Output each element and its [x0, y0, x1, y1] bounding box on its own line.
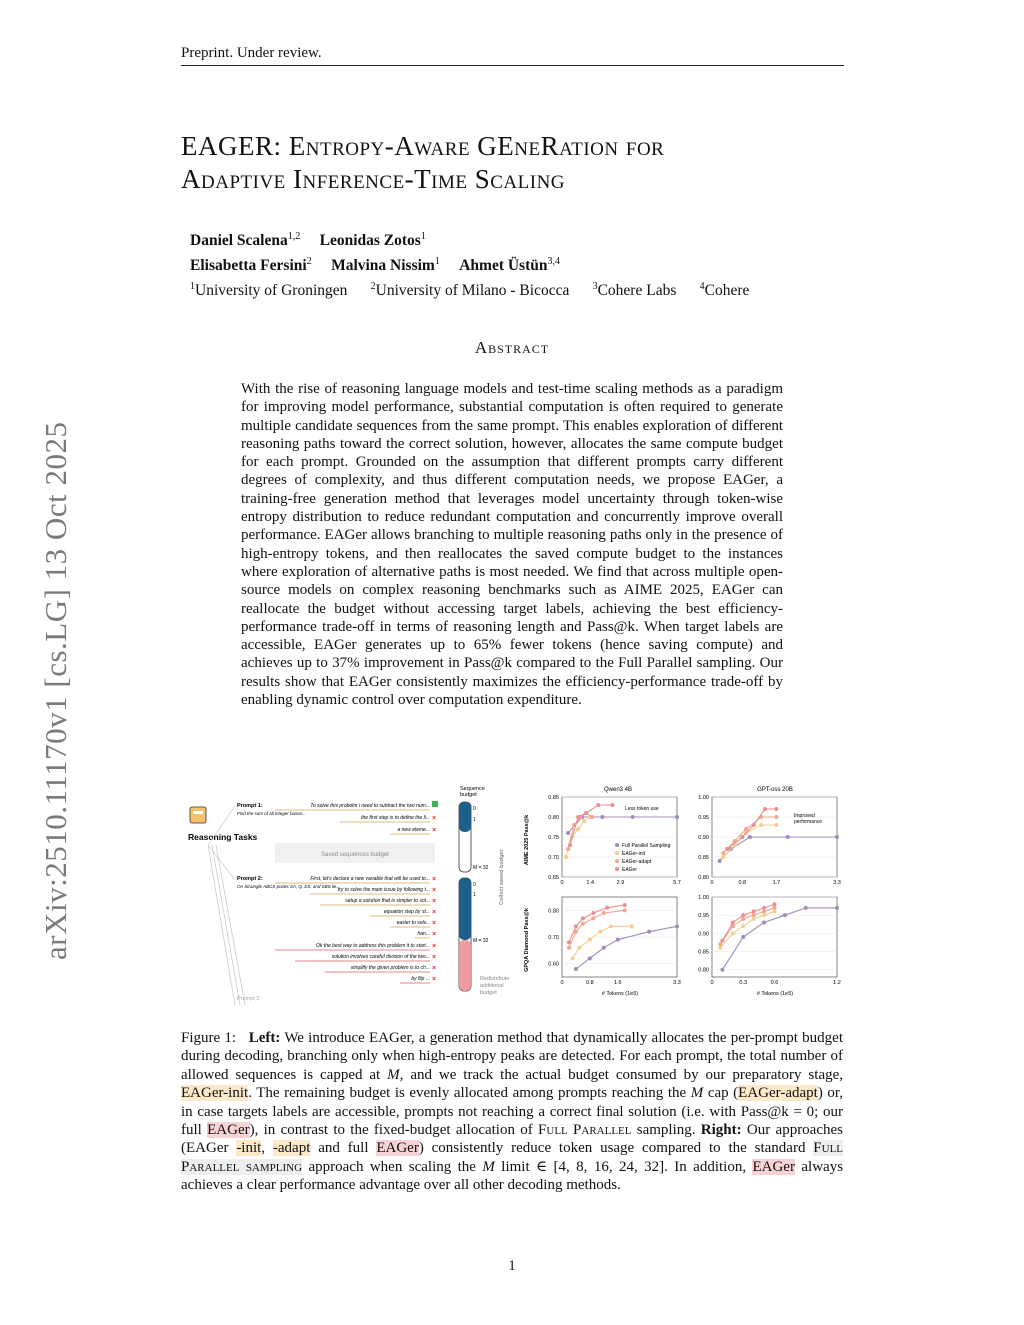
data-point — [752, 910, 756, 914]
data-point — [783, 913, 787, 917]
cross-icon: × — [432, 943, 437, 950]
caption-full-parallel: Full Parallel sampling — [181, 1140, 844, 1175]
author-name: Malvina Nissim — [331, 257, 435, 275]
figure-caption — [181, 1029, 843, 1195]
data-point — [581, 916, 585, 920]
affiliation: Cohere Labs — [597, 282, 677, 300]
affiliation: University of Groningen — [195, 282, 348, 300]
data-point — [741, 913, 745, 917]
y-tick-label: 0.70 — [548, 935, 559, 941]
data-point — [598, 930, 602, 934]
data-point — [623, 908, 627, 912]
sequence-line: try to solve the main issue by following t... — [337, 887, 430, 893]
page-number: 1 — [508, 1258, 516, 1274]
data-point — [675, 924, 679, 928]
caption-var: M — [387, 1066, 400, 1083]
data-point — [752, 913, 756, 917]
data-point — [566, 847, 570, 851]
sequence-line: Ok the best way to address this problem it to start... — [316, 943, 430, 949]
result-marks — [432, 801, 438, 983]
data-point — [725, 847, 729, 851]
cross-icon: × — [432, 887, 437, 894]
caption-text: , — [261, 1140, 266, 1157]
caption-eager: EAGer — [376, 1140, 419, 1157]
x-tick-label: 1.6 — [613, 980, 622, 986]
caption-text: . The remaining budget is evenly allocated among prompts reaching the — [248, 1085, 687, 1102]
caption-text: approach when scaling the — [308, 1158, 476, 1175]
data-point — [763, 807, 767, 811]
data-point — [591, 911, 595, 915]
caption-text: limit ∈ [4, 8, 16, 24, 32]. In addition, — [501, 1158, 747, 1175]
cross-icon: × — [432, 965, 437, 972]
x-tick-label: 0 — [560, 880, 564, 886]
sequence-line: the first step is to define the li... — [361, 815, 430, 821]
budget-tick: 1 — [473, 892, 476, 898]
y-tick-label: 0.85 — [698, 949, 709, 956]
x-tick-label: 1.2 — [833, 980, 841, 986]
sequence-line: simplify the given problem is to ch... — [350, 965, 430, 971]
data-point — [773, 910, 777, 914]
sequence-line: a new eleme... — [397, 827, 430, 833]
data-point — [576, 827, 580, 831]
collect-budget-label: Collect saved budget — [499, 849, 505, 905]
data-point — [588, 956, 592, 960]
data-point — [570, 956, 574, 960]
data-point — [602, 911, 606, 915]
data-point — [574, 967, 578, 971]
caption-eager-init: EAGer-init — [181, 1085, 249, 1102]
data-point — [596, 803, 600, 807]
budget-bar-2-extra — [459, 940, 471, 991]
legend-marker — [615, 851, 619, 855]
caption-label: Figure 1: — [181, 1030, 237, 1046]
data-point — [564, 855, 568, 859]
legend-marker — [615, 843, 619, 847]
ylabel-aime: AIME 2025 Pass@k — [524, 814, 530, 866]
cross-icon: × — [432, 898, 437, 905]
prompt2-sequences — [310, 876, 430, 982]
data-point — [741, 917, 745, 921]
prompt1-text: Find the sum of all integer bases... — [237, 811, 306, 816]
data-point — [718, 859, 722, 863]
title-line-2: Adaptive Inference-Time Scaling — [181, 164, 566, 194]
sequence-line: setup a solution that is simpler to sol... — [345, 898, 430, 904]
sequence-line: equation step by st... — [383, 909, 430, 915]
abstract-heading: Abstract — [474, 338, 550, 357]
data-point — [720, 968, 724, 972]
data-point — [748, 835, 752, 839]
data-point — [744, 827, 748, 831]
author-sup: 2 — [306, 256, 312, 268]
legend-label: EAGer-adapt — [622, 859, 652, 865]
data-point — [835, 835, 839, 839]
cross-icon: × — [432, 827, 437, 834]
data-point — [623, 903, 627, 907]
author-sup: 1,2 — [287, 231, 301, 242]
cross-icon: × — [432, 931, 437, 938]
x-tick-label: 5.7 — [673, 880, 681, 886]
prompt1-label: Prompt 1: — [237, 803, 263, 809]
prompt2-label: Prompt 2: — [237, 876, 263, 882]
cross-icon: × — [432, 954, 437, 961]
data-point — [731, 920, 735, 924]
less-token-annotation: Less token use — [625, 806, 659, 812]
caption-full-parallel: Full Parallel — [538, 1122, 632, 1139]
paper-title — [181, 130, 861, 196]
data-point — [721, 855, 725, 859]
sequence-line: To solve this probelm i need to subtract the two num... — [310, 803, 430, 809]
caption-var: M — [482, 1158, 495, 1175]
budget-tick: 0 — [473, 806, 476, 812]
reasoning-tasks-label: Reasoning Tasks — [188, 832, 258, 842]
sequence-line: solution involves careful division of the two... — [331, 954, 430, 960]
cross-icon: × — [432, 815, 437, 822]
reasoning-tasks-icon — [190, 807, 206, 823]
y-tick-label: 1.00 — [698, 895, 709, 901]
data-point — [590, 815, 594, 819]
data-point — [774, 807, 778, 811]
y-tick-label: 0.90 — [698, 931, 709, 938]
page-header: Preprint. Under review. — [181, 45, 844, 66]
prompt2-text: On Straingle ABCS points SA, Q, ES, and SBS lie... — [237, 884, 341, 889]
x-tick-label: 0.3 — [739, 980, 748, 986]
prompt1-sequences — [310, 803, 430, 833]
caption-text: ) or, in case targets labels are accessible, prompts not reaching a correct final solution (i.e. with Pass@k = 0; our full — [181, 1085, 844, 1139]
data-point — [759, 823, 763, 827]
x-tick-label: 3.3 — [673, 980, 681, 986]
data-point — [804, 906, 808, 910]
x-tick-label: 0.6 — [770, 980, 779, 986]
caption-text: sampling. — [636, 1122, 696, 1139]
data-point — [762, 910, 766, 914]
sequence-budget-label: Sequence budget — [460, 786, 485, 798]
data-point — [605, 906, 609, 910]
y-tick-label: 0.95 — [698, 815, 709, 821]
x-tick-label: 2.9 — [616, 880, 625, 886]
affiliation: University of Milano - Bicocca — [375, 282, 570, 300]
caption-text: We introduce EAGer, a generation method that dynamically allocates the per-prompt budget during decoding, branching only when high-entropy peaks are detected. For each prompt, the total number of allowed sequences is capped at — [181, 1030, 844, 1083]
m32-label-1: M = 32 — [473, 865, 489, 871]
budget-bar-2-used — [459, 878, 471, 940]
y-tick-label: 0.75 — [548, 835, 559, 841]
caption-text: Our approaches (EAGer — [181, 1122, 843, 1157]
caption-init: -init — [236, 1140, 262, 1157]
author-sup: 1 — [434, 256, 440, 268]
y-tick-label: 0.80 — [698, 967, 709, 974]
arxiv-stamp-text: arXiv:2510.11170v1 [cs.LG] 13 Oct 2025 — [38, 421, 73, 960]
caption-adapt: -adapt — [272, 1140, 311, 1157]
author-block — [190, 226, 749, 301]
legend-label: EAGer-init — [622, 851, 646, 857]
y-tick-label: 0.80 — [548, 908, 559, 915]
author-sup: 1 — [420, 231, 426, 242]
caption-eager: EAGer — [207, 1122, 250, 1139]
sequence-line: by flip ... — [411, 976, 430, 982]
data-point — [600, 815, 604, 819]
caption-var: M — [690, 1085, 704, 1102]
prompt3-label: Prompt 3: — [237, 996, 261, 1002]
caption-left: Left: — [248, 1030, 281, 1046]
data-point — [574, 924, 578, 928]
caption-text: always achieves a clear performance advantage over all other decoding methods. — [181, 1158, 844, 1194]
data-point — [720, 939, 724, 943]
data-point — [630, 924, 634, 928]
y-tick-label: 0.85 — [698, 855, 709, 861]
data-point — [741, 935, 745, 939]
x-tick-label: 3.3 — [833, 880, 841, 886]
title-line-1: EAGER: Entropy-Aware GEneRation for — [181, 131, 665, 161]
budget-bar-1-used — [459, 802, 471, 832]
redistribute-label: Redistribute additional budget — [480, 976, 510, 996]
data-point — [577, 946, 581, 950]
data-point — [718, 946, 722, 950]
data-point — [835, 906, 839, 910]
cross-icon: × — [432, 920, 437, 927]
legend-label: EAGer — [622, 867, 638, 873]
data-point — [576, 815, 580, 819]
data-point — [588, 938, 592, 942]
data-point — [581, 922, 585, 926]
author-name: Ahmet Üstün — [459, 257, 548, 275]
data-point — [616, 938, 620, 942]
legend-marker — [615, 859, 619, 863]
caption-eager-adapt: EAGer-adapt — [738, 1085, 818, 1102]
data-point — [647, 930, 651, 934]
check-icon — [432, 801, 438, 807]
author-name: Elisabetta Fersini — [190, 257, 307, 275]
y-tick-label: 0.80 — [698, 875, 709, 881]
data-point — [568, 843, 572, 847]
y-tick-label: 0.95 — [698, 913, 709, 920]
abstract-body: With the rise of reasoning language models and test-time scaling methods as a paradigm for improving model performance, substantial computation is often required to generate multiple candidate sequences from the same prompt. This enables exploration of different reasoning paths toward the correct solution, however, allocates the same compute budget for each prompt. Grounded on the assumption that different prompts carry different degrees of complexity, and thus different computation needs, we propose EAGer, a training-free generation method that leverages model uncertainty through token-wise entropy distribution to reduce redundant computation and concurrently improve overall performance. EAGer allows branching to multiple reasoning paths only in the presence of high-entropy tokens, and then reallocates the saved compute budget to the instances where exploration of alternative paths is most needed. We find that across multiple open-source models on complex reasoning benchmarks such as AIME 2025, EAGer can reallocate the budget without accessing target labels, achieving the best efficiency-performance trade-off in terms of reasoning length and Pass@k. When target labels are accessible, EAGer generates up to 65% fewer tokens (hence saving compute) and achieves up to 37% improvement in Pass@k compared to the Full Parallel sampling. Our results show that EAGer consistently maximizes the efficiency-performance trade-off by enabling dynamic control over computation expenditure. — [241, 381, 783, 709]
data-point — [752, 917, 756, 921]
figure-1 — [180, 780, 845, 1010]
data-point — [602, 946, 606, 950]
author-sup: 3,4 — [547, 256, 560, 268]
caption-text: ) consistently reduce token usage compared to the standard — [418, 1140, 806, 1157]
x-tick-label: 0 — [710, 880, 714, 886]
author-name: Daniel Scalena — [190, 232, 288, 250]
y-tick-label: 0.70 — [548, 855, 559, 861]
x-tick-label: 0 — [560, 980, 564, 986]
data-point — [762, 906, 766, 910]
data-point — [582, 819, 586, 823]
m32-label-2: M = 32 — [473, 938, 489, 944]
budget-tick: 0 — [473, 882, 476, 888]
sequence-line: easier to solv... — [396, 920, 430, 926]
caption-text: , and we track the actual budget consumed by our preparatory stage, — [399, 1066, 844, 1083]
caption-right: Right: — [700, 1122, 742, 1139]
data-point — [631, 815, 635, 819]
x-tick-label: 0.8 — [738, 880, 747, 886]
gpt-title: GPT-oss 20B — [757, 787, 793, 793]
data-point — [762, 913, 766, 917]
y-tick-label: 0.85 — [548, 795, 559, 801]
cross-icon: × — [432, 909, 437, 916]
data-point — [566, 831, 570, 835]
data-point — [773, 906, 777, 910]
data-point — [675, 815, 679, 819]
data-point — [762, 920, 766, 924]
author-name: Leonidas Zotos — [319, 232, 421, 250]
legend-marker — [615, 867, 619, 871]
affiliations: $^1$University of Groningen $^2$University of Milano - Bicocca $^3$Cohere Labs $^4$Cohere — [190, 281, 750, 300]
legend-label: Full Parallel Sampling — [622, 843, 671, 849]
budget-tick: 1 — [473, 817, 476, 823]
improved-perf-annotation: Improved performance — [794, 813, 823, 825]
saved-budget-label: Saved sequences budget — [321, 852, 389, 858]
data-point — [741, 924, 745, 928]
x-tick-label: 1.7 — [772, 880, 781, 886]
data-point — [609, 924, 613, 928]
y-tick-label: 1.00 — [698, 795, 709, 801]
data-point — [773, 902, 777, 906]
data-point — [721, 851, 725, 855]
sequence-line: han... — [417, 931, 430, 937]
caption-text: cap ( — [707, 1085, 739, 1102]
y-tick-label: 0.65 — [548, 875, 559, 881]
data-point — [774, 815, 778, 819]
xlabel-left: # Tokens (1e5) — [601, 991, 639, 997]
data-point — [786, 835, 790, 839]
data-point — [752, 823, 756, 827]
data-point — [774, 823, 778, 827]
cross-icon: × — [432, 876, 437, 883]
data-point — [740, 835, 744, 839]
data-point — [584, 811, 588, 815]
caption-eager: EAGer — [752, 1158, 795, 1175]
affiliation: Cohere — [704, 282, 750, 300]
x-tick-label: 0 — [710, 980, 714, 986]
cross-icon: × — [432, 976, 437, 983]
xlabel-right: # Tokens (1e5) — [756, 991, 794, 997]
data-point — [567, 946, 571, 950]
data-point — [591, 916, 595, 920]
x-tick-label: 1.4 — [586, 880, 595, 886]
arxiv-stamp — [8, 380, 73, 960]
y-tick-label: 0.90 — [698, 835, 709, 841]
data-point — [610, 803, 614, 807]
y-tick-label: 0.80 — [548, 815, 559, 821]
ylabel-gpqa: GPQA Diamond Pass@k — [524, 908, 530, 972]
caption-text: and full — [318, 1140, 369, 1157]
x-tick-label: 0.8 — [586, 980, 594, 986]
data-point — [567, 940, 571, 944]
sequence-line: First, let's declare a new variable that will be used to... — [310, 876, 430, 882]
data-point — [731, 931, 735, 935]
caption-text: ), in contrast to the fixed-budget allocation of — [249, 1122, 533, 1139]
qwen-title: Qwen3 4B — [603, 787, 633, 793]
data-point — [718, 942, 722, 946]
y-tick-label: 0.60 — [548, 961, 559, 968]
